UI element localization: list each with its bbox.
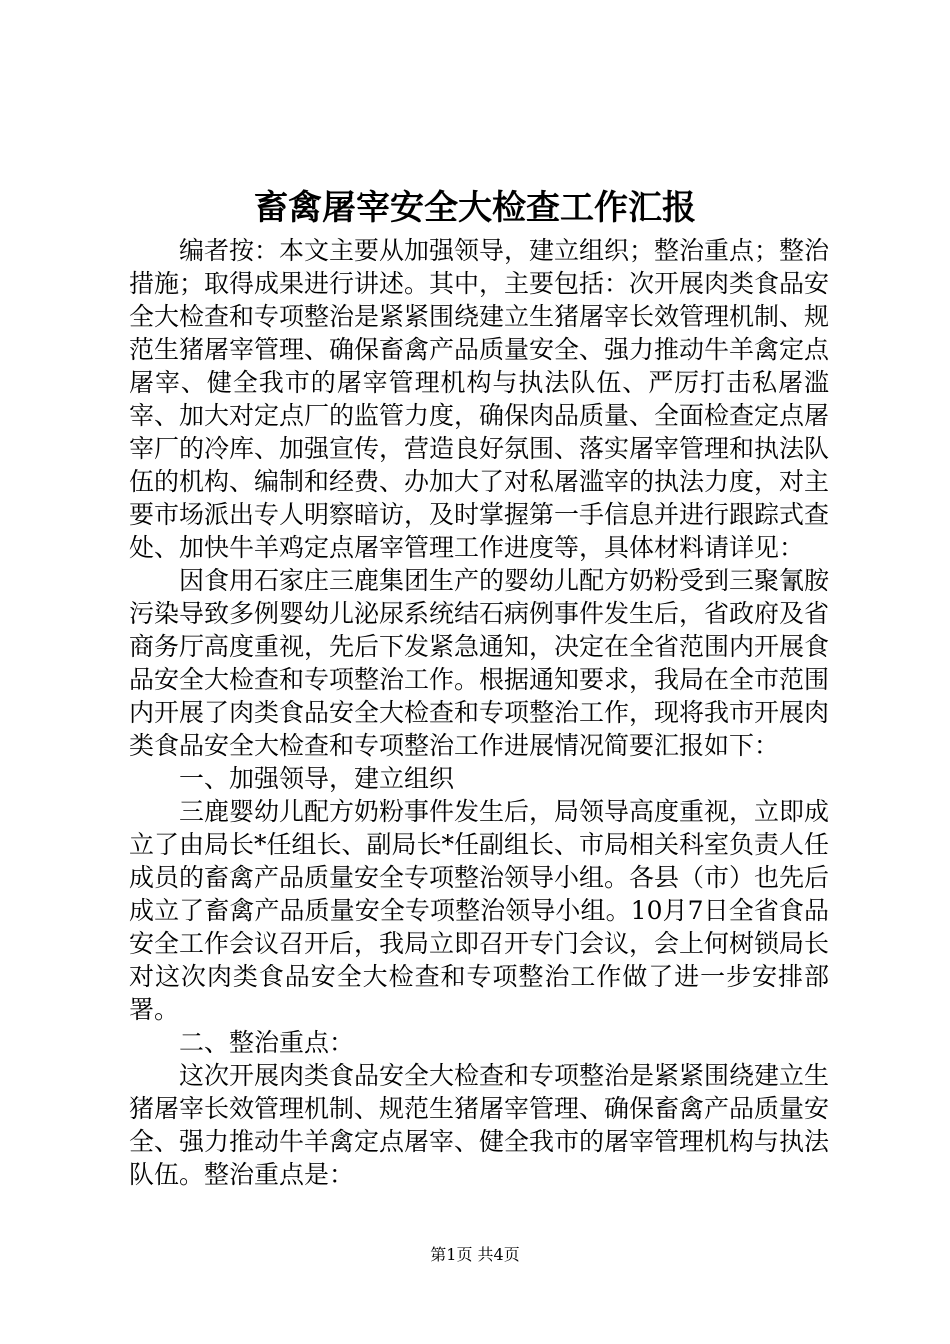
background-paragraph: 因食用石家庄三鹿集团生产的婴幼儿配方奶粉受到三聚氰胺污染导致多例婴幼儿泌尿系统结石病例事件发生后，省政府及省商务厅高度重视，先后下发紧急通知，决定在全省范围内开展食品安全大检查和专项整治工作。根据通知要求，我局在全市范围内开展了肉类食品安全大检查和专项整治工作，现将我市开展肉类食品安全大检查和专项整治工作进展情况简要汇报如下： (129, 566, 830, 760)
page-footer: 第1页 共4页 (430, 1245, 520, 1264)
section-heading-2: 二、整治重点： (179, 1028, 355, 1057)
document-title: 畜禽屠宰安全大检查工作汇报 (254, 188, 696, 228)
section-1-paragraph: 三鹿婴幼儿配方奶粉事件发生后，局领导高度重视，立即成立了由局长*任组长、副局长*任副组长、市局相关科室负责人任成员的畜禽产品质量安全专项整治领导小组。各县（市）也先后成立了畜禽产品质量安全专项整治领导小组。10月7日全省食品安全工作会议召开后，我局立即召开专门会议，会上何树锁局长对这次肉类食品安全大检查和专项整治工作做了进一步安排部署。 (129, 797, 830, 1024)
section-2-paragraph: 这次开展肉类食品安全大检查和专项整治是紧紧围绕建立生猪屠宰长效管理机制、规范生猪屠宰管理、确保畜禽产品质量安全、强力推动牛羊禽定点屠宰、健全我市的屠宰管理机构与执法队伍。整治重点是： (129, 1061, 830, 1189)
document-body (129, 234, 829, 1191)
section-heading-1: 一、加强领导，建立组织 (179, 764, 455, 793)
editor-note-paragraph: 编者按：本文主要从加强领导，建立组织；整治重点；整治措施；取得成果进行讲述。其中，主要包括：次开展肉类食品安全大检查和专项整治是紧紧围绕建立生猪屠宰长效管理机制、规范生猪屠宰管理、确保畜禽产品质量安全、强力推动牛羊禽定点屠宰、健全我市的屠宰管理机构与执法队伍、严厉打击私屠滥宰、加大对定点厂的监管力度，确保肉品质量、全面检查定点屠宰厂的冷库、加强宣传，营造良好氛围、落实屠宰管理和执法队伍的机构、编制和经费、办加大了对私屠滥宰的执法力度，对主要市场派出专人明察暗访，及时掌握第一手信息并进行跟踪式查处、加快牛羊鸡定点屠宰管理工作进度等，具体材料请详见： (129, 236, 830, 562)
